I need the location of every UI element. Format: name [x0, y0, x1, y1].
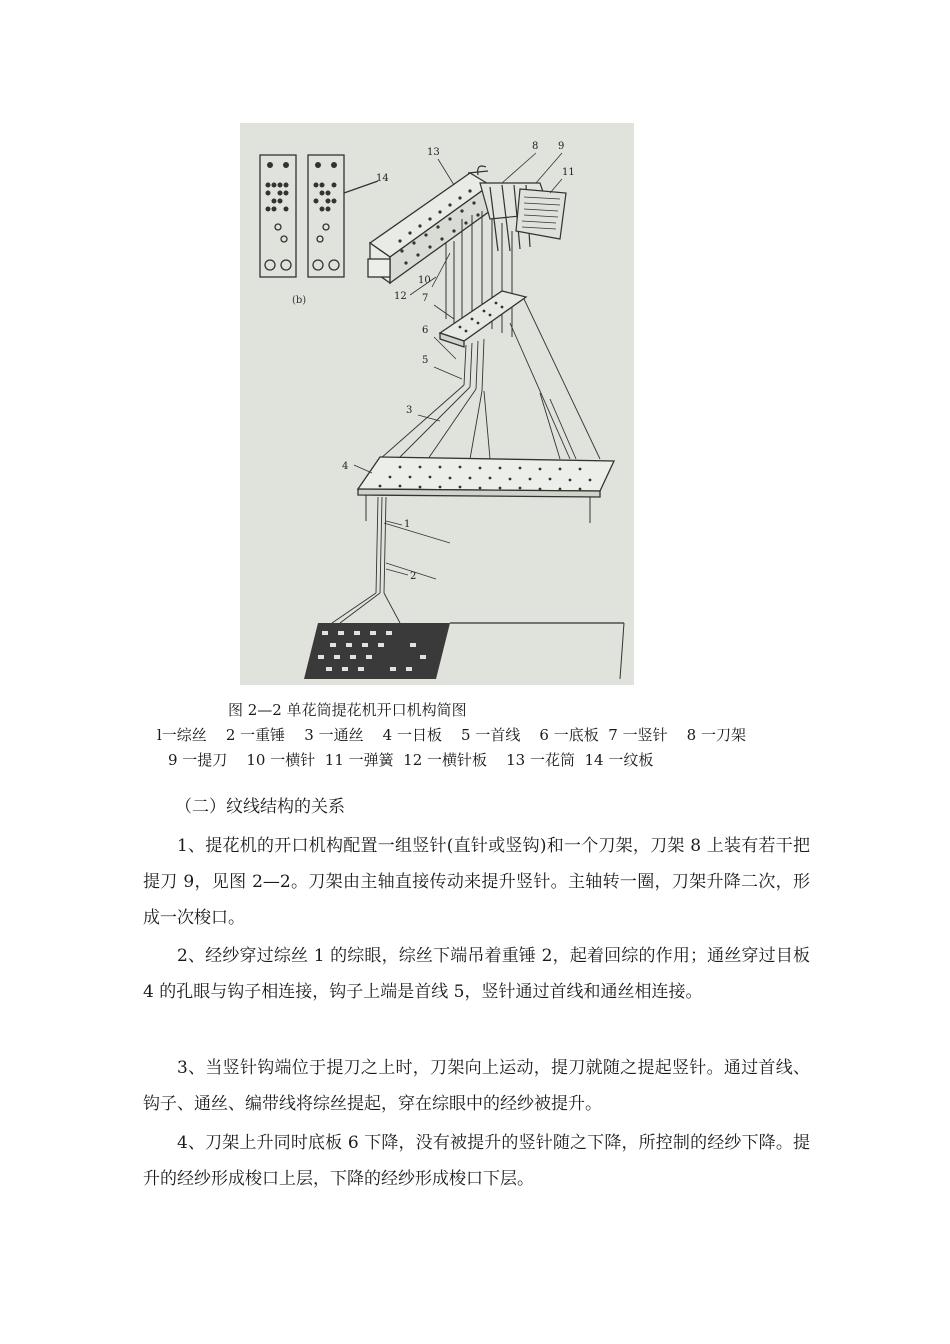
- svg-text:7: 7: [422, 293, 429, 304]
- paragraph-2: 2、经纱穿过综丝 1 的综眼，综丝下端吊着重锤 2，起着回综的作用；通丝穿过目板 4 的孔眼与钩子相连接，钩子上端是首线 5，竖针通过首线和通丝相连接。: [143, 946, 810, 1002]
- paragraph-4: 4、刀架上升同时底板 6 下降，没有被提升的竖针随之下降，所控制的经纱下降。提升的经纱形成梭口上层，下降的经纱形成梭口下层。: [143, 1133, 810, 1189]
- svg-text:14: 14: [376, 173, 389, 184]
- jacquard-mechanism-figure: [240, 123, 634, 685]
- svg-text:10: 10: [418, 275, 431, 286]
- figure-caption-title: 图 2—2 单花筒提花机开口机构简图: [228, 701, 467, 719]
- svg-text:11: 11: [562, 167, 575, 178]
- comber-board: [358, 457, 614, 523]
- svg-text:9: 9: [558, 141, 565, 152]
- paragraph-1: 1、提花机的开口机构配置一组竖针(直针或竖钩)和一个刀架，刀架 8 上装有若干把提刀 9，见图 2—2。刀架由主轴直接传动来提升竖针。主轴转一圈，刀架升降二次，形成一次梭口。: [143, 836, 810, 928]
- svg-text:2: 2: [410, 571, 417, 582]
- svg-text:6: 6: [422, 325, 429, 336]
- svg-text:13: 13: [427, 147, 440, 158]
- svg-text:1: 1: [404, 519, 411, 530]
- figure-legend-line-2: 9 一提刀 10 一横针 11 一弹簧 12 一横针板 13 一花筒 14 一纹板: [168, 751, 654, 769]
- mechanism-diagram: [240, 123, 634, 685]
- woven-fabric: [304, 623, 624, 679]
- heddles-lingoes: [332, 497, 450, 623]
- inset-label: (b): [292, 295, 307, 306]
- bottom-board: [440, 291, 526, 347]
- paragraph-3: 3、当竖针钩端位于提刀之上时，刀架向上运动，提刀就随之提起竖针。通过首线、钩子、通丝、编带线将综丝提起，穿在综眼中的经纱被提升。: [143, 1058, 810, 1114]
- svg-text:4: 4: [342, 461, 349, 472]
- svg-text:3: 3: [406, 405, 413, 416]
- svg-text:12: 12: [394, 291, 407, 302]
- svg-text:5: 5: [422, 355, 429, 366]
- card-plate-inset: [260, 155, 378, 277]
- svg-text:8: 8: [532, 141, 539, 152]
- figure-legend-line-1: l一综丝 2 一重锤 3 一通丝 4 一日板 5 一首线 6 一底板 7 一竖针 8 一刀架: [157, 726, 746, 744]
- section-heading: （二）纹线结构的关系: [175, 797, 345, 817]
